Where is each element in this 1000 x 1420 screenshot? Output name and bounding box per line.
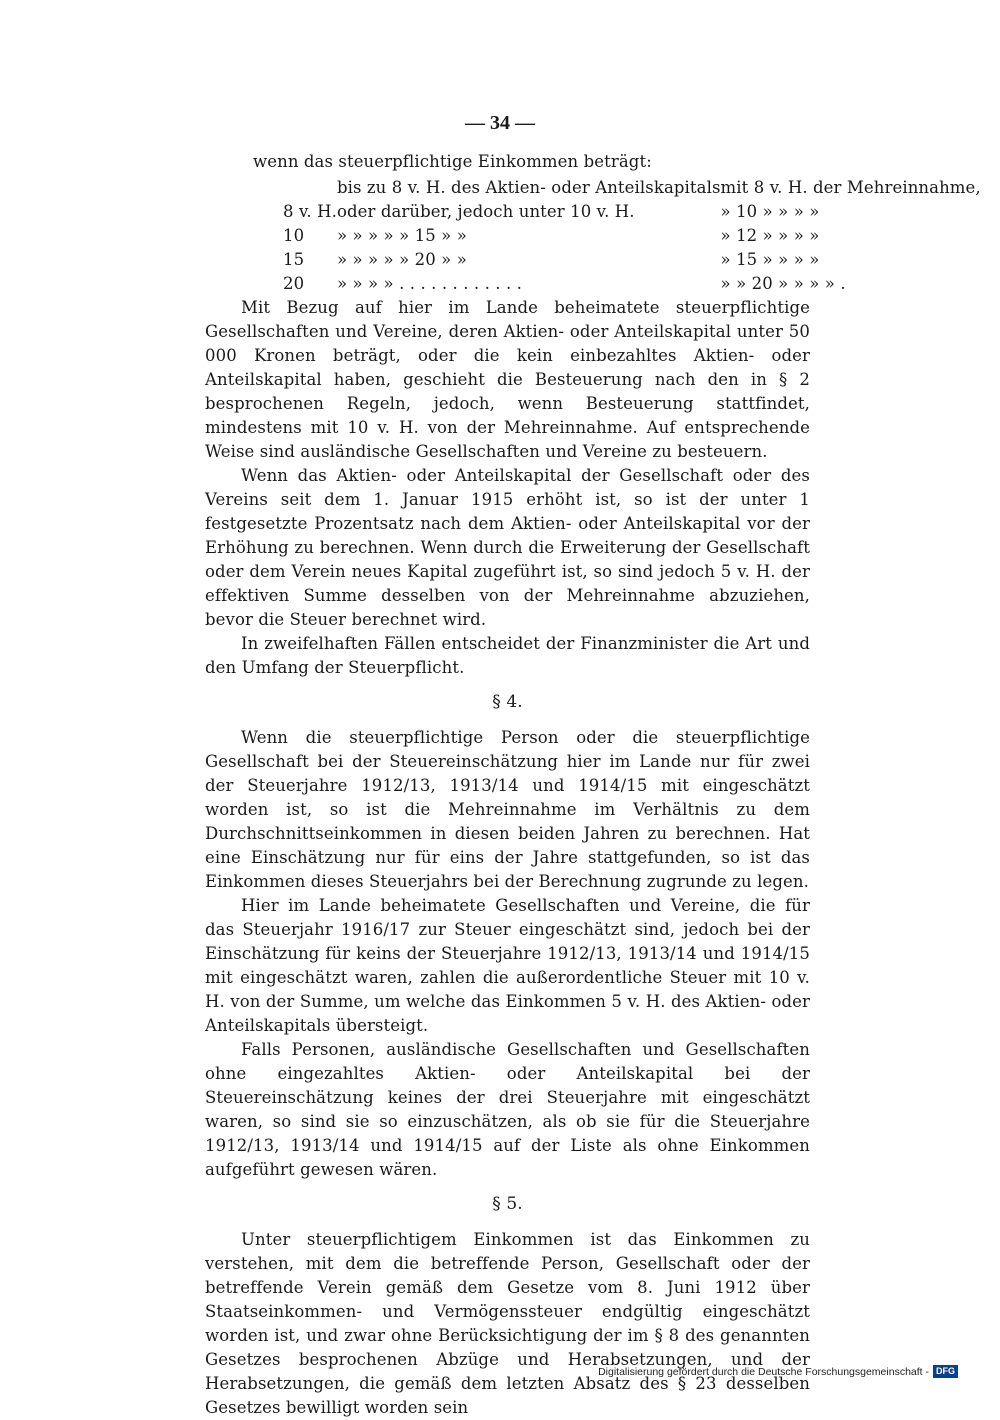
rate-condition: oder darüber, jedoch unter 10 v. H.: [336, 202, 635, 221]
paragraph: Unter steuerpflichtigem Einkommen ist das Einkommen zu verstehen, mit dem die betreffende Person, Gesellschaft oder der betreffende Verein gemäß dem Gesetze vom 8. Juni 1912 über Staatseinkommen- und Vermögenssteuer endgültig eingeschätzt worden ist, und zwar ohne Berücksichtigung der im § 8 des genannten Gesetzes besprochenen Abzüge und Herabsetzungen, und der Herabsetzungen, die gemäß dem letzten Absatz des § 23 desselben Gesetzes bewilligt worden sein: [205, 1230, 810, 1417]
paragraph-group-c: [205, 1228, 810, 1420]
paragraph: In zweifelhaften Fällen entscheidet der Finanzminister die Art und den Umfang der Steuerpflicht.: [205, 634, 810, 677]
section-heading-5: § 5.: [492, 1194, 523, 1214]
rate-row: [283, 176, 981, 200]
paragraph: Falls Personen, ausländische Gesellschaften und Gesellschaften ohne eingezahltes Aktien- oder Anteilskapital bei der Steuereinschätzung keines der drei Steuerjahre mit eingeschätzt waren, so sind sie so einzuschätzen, als ob sie für die Steuerjahre 1912/13, 1913/14 und 1914/15 auf der Liste als ohne Einkommen aufgeführt gewesen wären.: [205, 1040, 810, 1179]
rate-condition: » » » » » 20 » »: [336, 250, 467, 269]
rate-from: [283, 176, 337, 200]
footer-credit: [598, 1365, 958, 1378]
rate-value: mit 8 v. H. der Mehreinnahme,: [720, 178, 981, 197]
intro-line: wenn das steuerpflichtige Einkommen beträgt:: [253, 152, 652, 171]
rate-row: [283, 200, 981, 224]
rate-table: [283, 176, 981, 296]
rate-condition: » » » » » 15 » »: [336, 226, 467, 245]
rate-row: [283, 224, 981, 248]
rate-condition: bis zu 8 v. H. des Aktien- oder Anteilskapitals: [336, 178, 721, 197]
footer-text: Digitalisierung gefördert durch die Deutsche Forschungsgemeinschaft -: [598, 1365, 929, 1378]
paragraph: Wenn das Aktien- oder Anteilskapital der Gesellschaft oder des Vereins seit dem 1. Januar 1915 erhöht ist, so ist der unter 1 festgesetzte Prozentsatz nach dem Aktien- oder Anteilskapital vor der Erhöhung zu berechnen. Wenn durch die Erweiterung der Gesellschaft oder dem Verein neues Kapital zugeführt ist, so sind jedoch 5 v. H. der effektiven Summe desselben von der Mehreinnahme abzuziehen, bevor die Steuer berechnet wird.: [205, 466, 810, 629]
rate-row: [283, 272, 981, 296]
section-heading-4: § 4.: [492, 692, 523, 712]
rate-value: » 15 » » » »: [720, 250, 820, 269]
rate-from: 10: [283, 226, 305, 245]
rate-from: 20: [283, 274, 305, 293]
paragraph-group-a: [205, 296, 810, 680]
rate-from: 8 v. H.: [283, 202, 337, 221]
rate-value: » » 20 » » » » .: [720, 274, 846, 293]
paragraph: Mit Bezug auf hier im Lande beheimatete steuerpflichtige Gesellschaften und Vereine, deren Aktien- oder Anteilskapital unter 50 000 Kronen beträgt, oder die kein einbezahltes Aktien- oder Anteilskapital haben, geschieht die Besteuerung nach den in § 2 besprochenen Regeln, jedoch, wenn Besteuerung stattfindet, mindestens mit 10 v. H. von der Mehreinnahme. Auf entsprechende Weise sind ausländische Gesellschaften und Vereine zu besteuern.: [205, 298, 810, 461]
dfg-logo: DFG: [933, 1365, 958, 1378]
rate-row: [283, 248, 981, 272]
paragraph: Wenn die steuerpflichtige Person oder die steuerpflichtige Gesellschaft bei der Steuereinschätzung hier im Lande nur für zwei der Steuerjahre 1912/13, 1913/14 und 1914/15 mit eingeschätzt worden ist, so ist die Mehreinnahme im Verhältnis zu dem Durchschnittseinkommen in diesen beiden Jahren zu berechnen. Hat eine Einschätzung nur für eins der Jahre stattgefunden, so ist das Einkommen dieses Steuerjahrs bei der Berechnung zugrunde zu legen.: [205, 728, 810, 891]
page-number: — 34 —: [465, 112, 535, 134]
rate-value: » 12 » » » »: [720, 226, 820, 245]
rate-from: 15: [283, 250, 305, 269]
rate-condition: » » » » . . . . . . . . . . . .: [336, 274, 523, 293]
paragraph: Hier im Lande beheimatete Gesellschaften und Vereine, die für das Steuerjahr 1916/17 zur Steuer eingeschätzt sind, jedoch bei der Einschätzung für keins der Steuerjahre 1912/13, 1913/14 und 1914/15 mit eingeschätzt waren, zahlen die außerordentliche Steuer mit 10 v. H. von der Summe, um welche das Einkommen 5 v. H. des Aktien- oder Anteilskapitals übersteigt.: [205, 896, 810, 1035]
paragraph-group-b: [205, 726, 810, 1182]
rate-value: » 10 » » » »: [720, 202, 820, 221]
